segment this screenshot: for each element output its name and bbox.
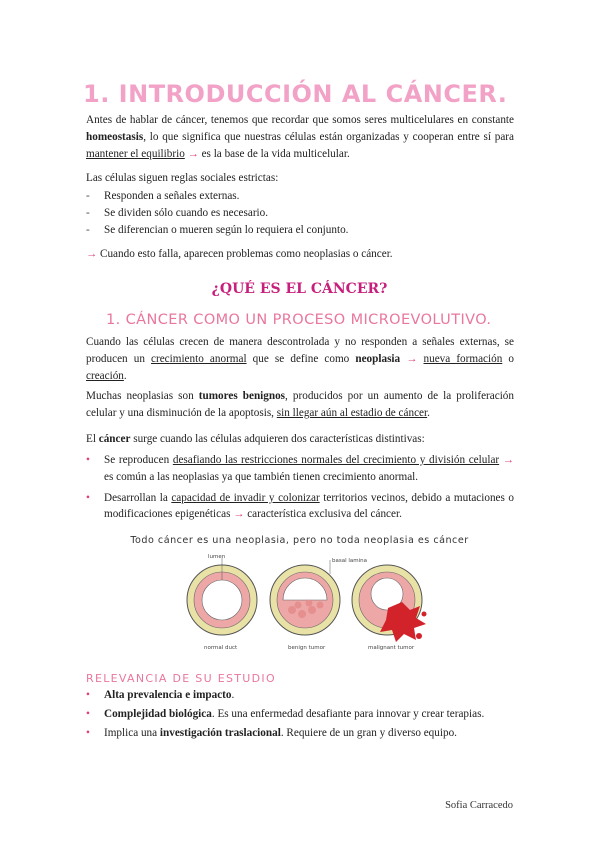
label-malignant-tumor: malignant tumor — [368, 645, 415, 651]
arrow-icon: → — [400, 353, 424, 366]
intro-underline: mantener el equilibrio — [86, 148, 185, 161]
bullet-icon: • — [86, 491, 90, 504]
intro-text-3: es la base de la vida multicelular. — [201, 148, 350, 161]
rules-list — [86, 188, 514, 238]
dash-icon: - — [86, 190, 90, 202]
list-item: • Alta prevalencia e impacto. — [86, 687, 514, 704]
list-item: • Complejidad biológica. Es una enfermedad desafiante para innovar y crear terapias. — [86, 706, 514, 723]
bullet-icon: • — [86, 454, 90, 466]
author-name: Sofia Carracedo — [445, 800, 513, 811]
normal-duct-diagram — [187, 558, 257, 635]
intro-paragraph — [86, 112, 514, 164]
tumor-figure — [180, 548, 430, 654]
bullet-icon: • — [86, 726, 90, 739]
list-item: • Se reproducen desafiando las restricciones normales del crecimiento y división celular → es común a las neoplasias ya que también tienen crecimiento anormal. — [86, 454, 514, 483]
section-title: ¿QUÉ ES EL CÁNCER? — [211, 281, 388, 297]
arrow-icon: → — [184, 148, 202, 161]
label-lumen: lumen — [208, 554, 226, 560]
list-item: - Se diferencian o mueren según lo requiera el conjunto. — [86, 222, 514, 239]
arrow-icon: → — [86, 248, 98, 260]
arrow-icon: → — [230, 508, 248, 521]
relevance-title: RELEVANCIA DE SU ESTUDIO — [86, 672, 276, 685]
figure-caption: Todo cáncer es una neoplasia, pero no toda neoplasia es cáncer — [130, 535, 469, 546]
label-normal-duct: normal duct — [204, 645, 238, 651]
rules-lead: Las células siguen reglas sociales estrictas: — [86, 172, 279, 184]
list-item: - Responden a señales externas. — [86, 188, 514, 205]
intro-text-2: , lo que significa que nuestras células están organizadas y cooperan entre sí para — [143, 131, 514, 144]
intro-text-1: Antes de hablar de cáncer, tenemos que recordar que somos seres multicelulares en constante — [86, 114, 514, 126]
bullet-icon: • — [86, 689, 90, 701]
label-basal-lamina: basal lamina — [332, 558, 368, 564]
dash-icon: - — [86, 223, 90, 236]
page-title: 1. INTRODUCCIÓN AL CÁNCER. — [83, 80, 508, 108]
list-item: • Desarrollan la capacidad de invadir y colonizar territorios vecinos, debido a mutaciones o modificaciones epigenéticas → característica exclusiva del cáncer. — [86, 491, 514, 521]
relevance-list — [86, 687, 514, 741]
traits-list — [86, 452, 514, 523]
paragraph-cancer: El cáncer surge cuando las células adquieren dos características distintivas: — [86, 433, 425, 445]
arrow-icon: → — [499, 454, 514, 466]
malignant-tumor-diagram — [352, 565, 427, 642]
label-benign-tumor: benign tumor — [288, 645, 326, 651]
intro-bold: homeostasis — [86, 131, 144, 144]
benign-tumor-diagram — [270, 560, 340, 635]
fail-line: → Cuando esto falla, aparecen problemas como neoplasias o cáncer. — [86, 248, 393, 260]
paragraph-neoplasia: Cuando las células crecen de manera descontrolada y no responden a señales externas, se producen un crecimiento anormal que se define como neoplasia → nueva formación o creación. — [86, 336, 515, 383]
subsection-title: 1. CÁNCER COMO UN PROCESO MICROEVOLUTIVO. — [106, 312, 492, 328]
dash-icon: - — [86, 206, 90, 219]
paragraph-benign: Muchas neoplasias son tumores benignos, producidos por un aumento de la proliferación celular y una disminución de la apoptosis, sin llegar aún al estadio de cáncer. — [86, 390, 514, 420]
list-item: - Se dividen sólo cuando es necesario. — [86, 205, 514, 222]
bullet-icon: • — [86, 707, 90, 720]
list-item: • Implica una investigación traslacional. Requiere de un gran y diverso equipo. — [86, 725, 514, 742]
